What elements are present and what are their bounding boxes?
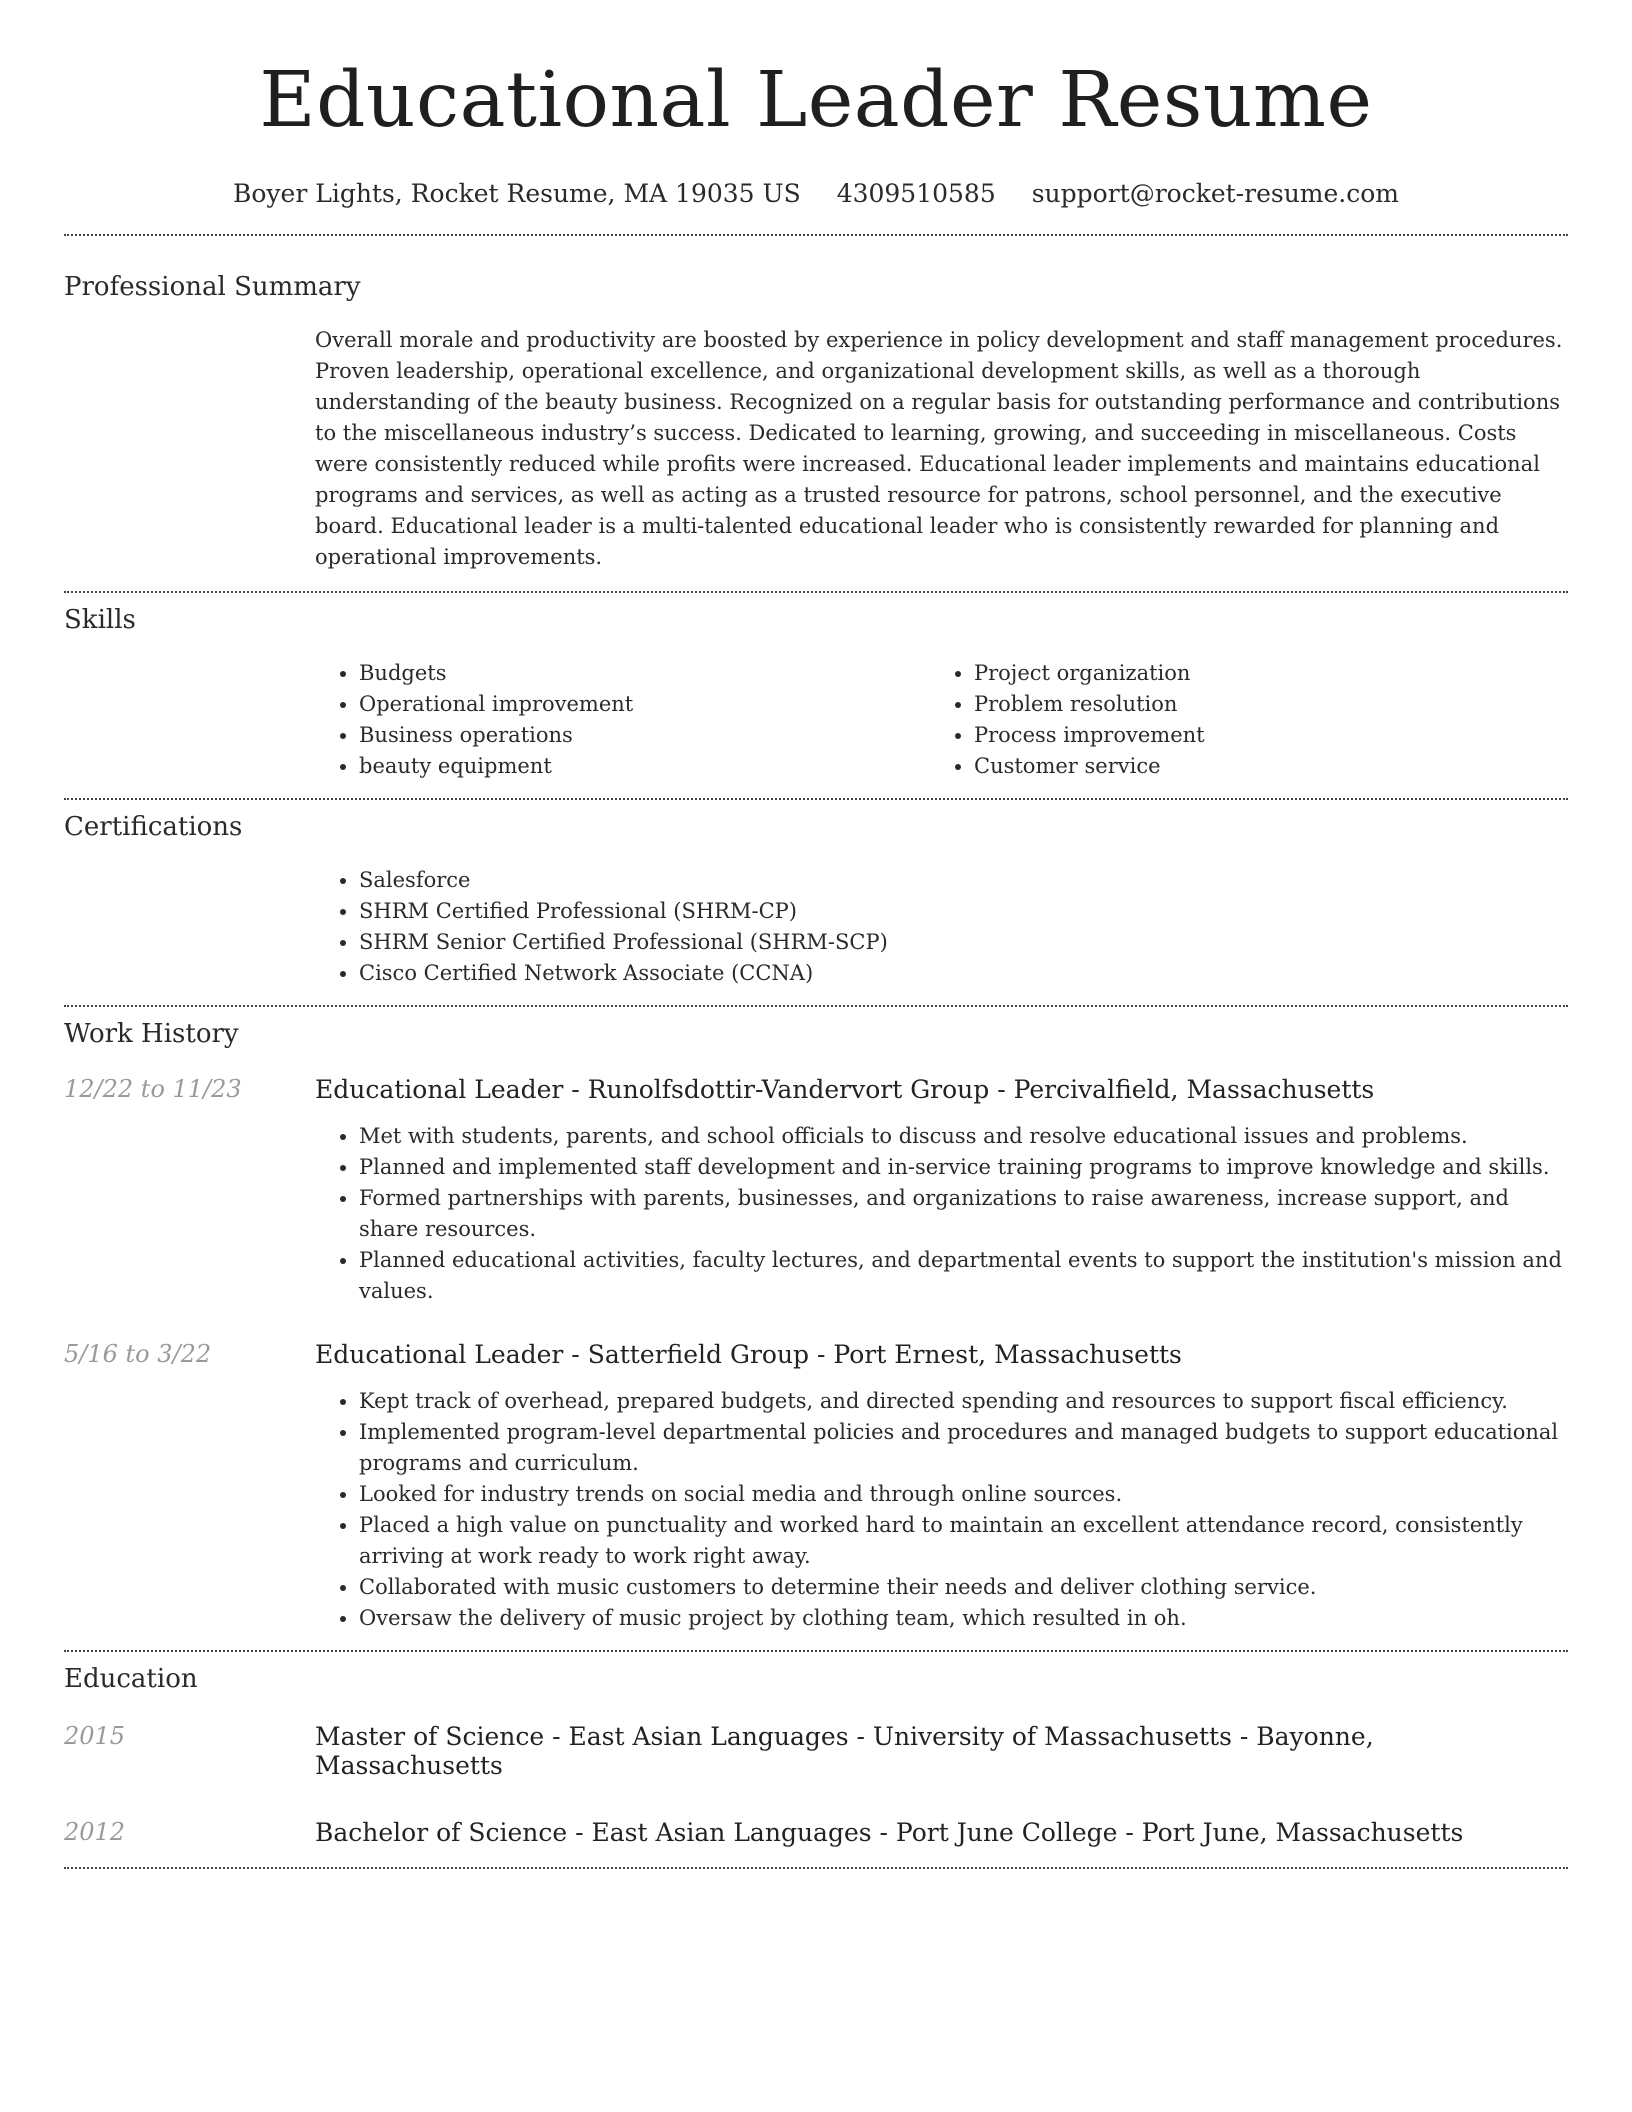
job-bullets	[315, 1386, 1568, 1634]
list-item: • Planned and implemented staff development and in-service training programs to improve knowledge and skills.	[359, 1152, 1568, 1183]
skills-heading: Skills	[64, 605, 136, 635]
list-item: • Collaborated with music customers to determine their needs and deliver clothing service.	[359, 1572, 1568, 1603]
education-entry	[64, 1722, 1568, 1780]
job-entry	[64, 1075, 1568, 1307]
education-degree: Bachelor of Science - East Asian Languages - Port June College - Port June, Massachusetts	[315, 1818, 1464, 1847]
education-heading: Education	[64, 1664, 198, 1694]
list-item: • Kept track of overhead, prepared budgets, and directed spending and resources to support fiscal efficiency.	[359, 1386, 1568, 1417]
list-item: • Process improvement	[974, 720, 1545, 751]
work-section	[64, 1019, 1568, 1634]
job-entry	[64, 1340, 1568, 1634]
list-item: • Planned educational activities, faculty lectures, and departmental events to support the institution's mission and values.	[359, 1245, 1568, 1307]
list-item: • Met with students, parents, and school officials to discuss and resolve educational issues and problems.	[359, 1121, 1568, 1152]
skills-list-right	[930, 658, 1545, 782]
divider	[64, 798, 1568, 800]
education-year: 2015	[64, 1722, 126, 1750]
work-heading: Work History	[64, 1019, 239, 1049]
list-item: • Project organization	[974, 658, 1545, 689]
summary-heading: Professional Summary	[64, 272, 361, 302]
contact-address: Boyer Lights, Rocket Resume, MA 19035 US	[232, 179, 801, 208]
list-item: • SHRM Senior Certified Professional (SHRM-SCP)	[359, 927, 1568, 958]
contact-email[interactable]: support@rocket-resume.com	[1031, 179, 1400, 208]
divider	[64, 234, 1568, 236]
list-item: • Problem resolution	[974, 689, 1545, 720]
list-item: • Customer service	[974, 751, 1545, 782]
divider	[64, 1005, 1568, 1007]
skills-section	[64, 605, 1568, 782]
contact-phone: 4309510585	[836, 179, 996, 208]
resume-title: Educational Leader Resume	[259, 56, 1373, 145]
certifications-heading: Certifications	[64, 812, 243, 842]
list-item: • Budgets	[359, 658, 930, 689]
education-entry	[64, 1818, 1568, 1847]
list-item: • Looked for industry trends on social media and through online sources.	[359, 1479, 1568, 1510]
list-item: • Business operations	[359, 720, 930, 751]
divider	[64, 591, 1568, 593]
job-bullets	[315, 1121, 1568, 1307]
divider	[64, 1867, 1568, 1869]
education-year: 2012	[64, 1818, 126, 1846]
education-degree: Master of Science - East Asian Languages - University of Massachusetts - Bayonne, Massachusetts	[315, 1722, 1374, 1780]
list-item: • Implemented program-level departmental policies and procedures and managed budgets to support educational programs and curriculum.	[359, 1417, 1568, 1479]
list-item: • Cisco Certified Network Associate (CCNA)	[359, 958, 1568, 989]
list-item: • SHRM Certified Professional (SHRM-CP)	[359, 896, 1568, 927]
certifications-section	[64, 812, 1568, 989]
list-item: • Salesforce	[359, 865, 1568, 896]
summary-section	[64, 272, 1568, 573]
job-title: Educational Leader - Runolfsdottir-Vandervort Group - Percivalfield, Massachusetts	[315, 1075, 1375, 1104]
job-title: Educational Leader - Satterfield Group - Port Ernest, Massachusetts	[315, 1340, 1182, 1369]
list-item: • Oversaw the delivery of music project by clothing team, which resulted in oh.	[359, 1603, 1568, 1634]
skills-list-left	[315, 658, 930, 782]
list-item: • beauty equipment	[359, 751, 930, 782]
list-item: • Operational improvement	[359, 689, 930, 720]
certifications-list	[315, 865, 1568, 989]
job-dates: 5/16 to 3/22	[64, 1340, 212, 1368]
divider	[64, 1650, 1568, 1652]
summary-text: Overall morale and productivity are boosted by experience in policy development and staff management procedures. Proven leadership, operational excellence, and organizational development skills, as well as a thorough understanding of the beauty business. Recognized on a regular basis for outstanding performance and contributions to the miscellaneous industry’s success. Dedicated to learning, growing, and succeeding in miscellaneous. Costs were consistently reduced while profits were increased. Educational leader implements and maintains educational programs and services, as well as acting as a trusted resource for patrons, school personnel, and the executive board. Educational leader is a multi-talented educational leader who is consistently rewarded for planning and operational improvements.	[315, 328, 1563, 569]
education-section	[64, 1664, 1568, 1847]
list-item: • Formed partnerships with parents, businesses, and organizations to raise awareness, increase support, and share resources.	[359, 1183, 1568, 1245]
list-item: • Placed a high value on punctuality and worked hard to maintain an excellent attendance record, consistently arriving at work ready to work right away.	[359, 1510, 1568, 1572]
contact-line	[64, 179, 1568, 208]
job-dates: 12/22 to 11/23	[64, 1075, 242, 1103]
